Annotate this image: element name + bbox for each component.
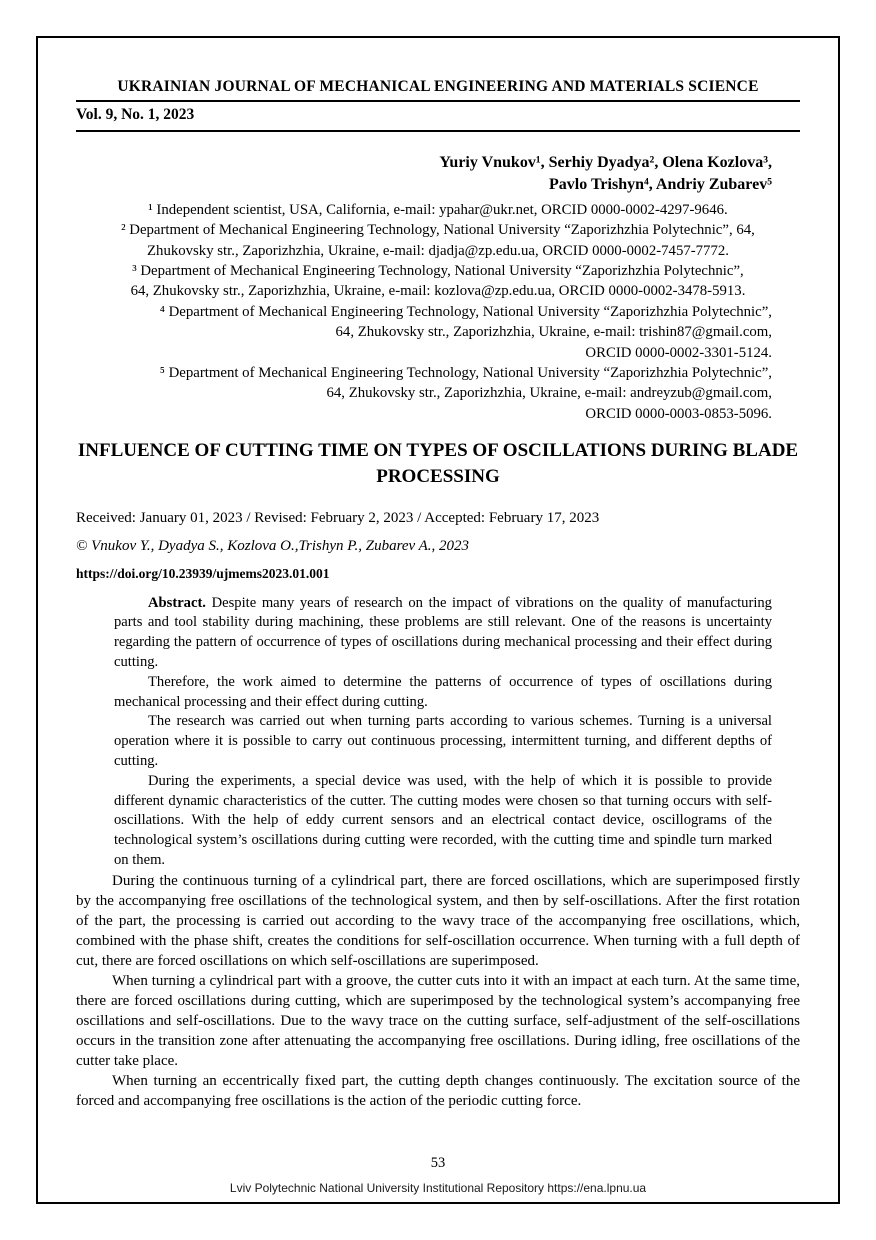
abstract-paragraph-3: The research was carried out when turning parts according to various schemes. Turning is a universal operation where it is possible to carry out continuous processing, intermittent turning, and different depths of cutting.	[114, 713, 772, 769]
affiliation-3	[76, 261, 800, 302]
abstract-paragraph-1	[114, 594, 772, 673]
abstract-section	[114, 594, 772, 871]
repository-line: Lviv Polytechnic National University Institutional Repository https://ena.lpnu.ua	[229, 1181, 647, 1195]
affiliation-line: ² Department of Mechanical Engineering Technology, National University “Zaporizhzhia Polytechnic”, 64,	[121, 222, 755, 239]
journal-issue: Vol. 9, No. 1, 2023	[76, 102, 800, 132]
affiliation-line: ORCID 0000-0003-0853-5096.	[585, 405, 772, 422]
received-revised-accepted-line: Received: January 01, 2023 / Revised: February 2, 2023 / Accepted: February 17, 2023	[76, 509, 600, 526]
authors-line-1: Yuriy Vnukov¹, Serhiy Dyadya², Olena Kozlova³,	[439, 154, 772, 171]
affiliations-block	[76, 200, 800, 424]
authors-line-2: Pavlo Trishyn⁴, Andriy Zubarev⁵	[549, 176, 772, 194]
affiliation-line: 64, Zhukovsky str., Zaporizhzhia, Ukraine, e-mail: andreyzub@gmail.com,	[326, 385, 772, 402]
affiliation-1	[76, 200, 800, 220]
affiliation-line: 64, Zhukovsky str., Zaporizhzhia, Ukraine, e-mail: trishin87@gmail.com,	[335, 324, 772, 341]
affiliation-5	[76, 363, 800, 424]
affiliation-line: 64, Zhukovsky str., Zaporizhzhia, Ukraine, e-mail: kozlova@zp.edu.ua, ORCID 0000-0002-3478-5913.	[130, 283, 746, 300]
affiliation-line: Zhukovsky str., Zaporizhzhia, Ukraine, e-mail: djadja@zp.edu.ua, ORCID 0000-0002-7457-7772.	[147, 242, 729, 259]
abstract-paragraph-1-text: Despite many years of research on the impact of vibrations on the quality of manufacturing parts and tool stability during machining, these problems are still relevant. One of the reasons is uncertainty regarding the pattern of occurrence of types of oscillations during mechanical processing and their effect during cutting.	[114, 594, 772, 670]
page-footer	[38, 1155, 838, 1195]
doi-link: https://doi.org/10.23939/ujmems2023.01.001	[76, 565, 330, 581]
page-border-frame	[36, 36, 840, 1204]
affiliation-line: ⁵ Department of Mechanical Engineering Technology, National University “Zaporizhzhia Polytechnic”,	[159, 365, 772, 382]
affiliation-line: ³ Department of Mechanical Engineering Technology, National University “Zaporizhzhia Polytechnic”,	[132, 263, 744, 279]
abstract-paragraph-4: During the experiments, a special device was used, with the help of which it is possible to provide different dynamic characteristics of the cutter. The cutting modes were chosen so that turning occurs with self-oscillations. With the help of eddy current sensors and an electrical contact device, oscillograms of the technological system’s oscillations during cutting were recorded, with the cutting time and spindle turn marked on them.	[114, 772, 772, 868]
affiliation-line: ORCID 0000-0002-3301-5124.	[585, 344, 772, 361]
affiliation-2	[76, 220, 800, 261]
abstract-paragraph-2: Therefore, the work aimed to determine the patterns of occurrence of types of oscillations during mechanical processing and their effect during cutting.	[114, 673, 772, 710]
body-paragraph-3: When turning an eccentrically fixed part, the cutting depth changes continuously. The excitation source of the forced and accompanying free oscillations is the action of the periodic cutting force.	[76, 1072, 800, 1109]
journal-title: UKRAINIAN JOURNAL OF MECHANICAL ENGINEERING AND MATERIALS SCIENCE	[76, 78, 800, 102]
page-number: 53	[430, 1155, 446, 1171]
affiliation-line: ¹ Independent scientist, USA, California, e-mail: ypahar@ukr.net, ORCID 0000-0002-4297-9646.	[148, 201, 728, 218]
authors-block	[76, 152, 800, 197]
abstract-label: Abstract.	[148, 594, 206, 611]
body-paragraph-2: When turning a cylindrical part with a groove, the cutter cuts into it with an impact at each turn. At the same time, there are forced oscillations during cutting, which are superimposed by the technological system’s accompanying free oscillations and self-oscillations. Due to the wavy trace on the cutting surface, self-adjustment of the self-oscillations occurs in the transition zone after attenuating the accompanying free oscillations. During idling, free oscillations of the cutter take place.	[76, 972, 800, 1069]
affiliation-line: ⁴ Department of Mechanical Engineering Technology, National University “Zaporizhzhia Polytechnic”,	[159, 303, 772, 320]
body-paragraph-1: During the continuous turning of a cylindrical part, there are forced oscillations, which are superimposed firstly by the accompanying free oscillations of the technological system, and then by self-oscillations. After the first rotation of the part, the processing is carried out according to the wavy trace of the accompanying free oscillations, which, combined with the phase shift, creates the conditions for self-oscillation occurrence. When turning with a full depth of cut, there are forced oscillations on which self-oscillations are superimposed.	[76, 872, 800, 969]
copyright-line: © Vnukov Y., Dyadya S., Kozlova O.,Trishyn P., Zubarev A., 2023	[76, 537, 470, 554]
body-text-section	[76, 871, 800, 1111]
affiliation-4	[76, 302, 800, 363]
article-title: INFLUENCE OF CUTTING TIME ON TYPES OF OSCILLATIONS DURING BLADE PROCESSING	[77, 440, 799, 487]
